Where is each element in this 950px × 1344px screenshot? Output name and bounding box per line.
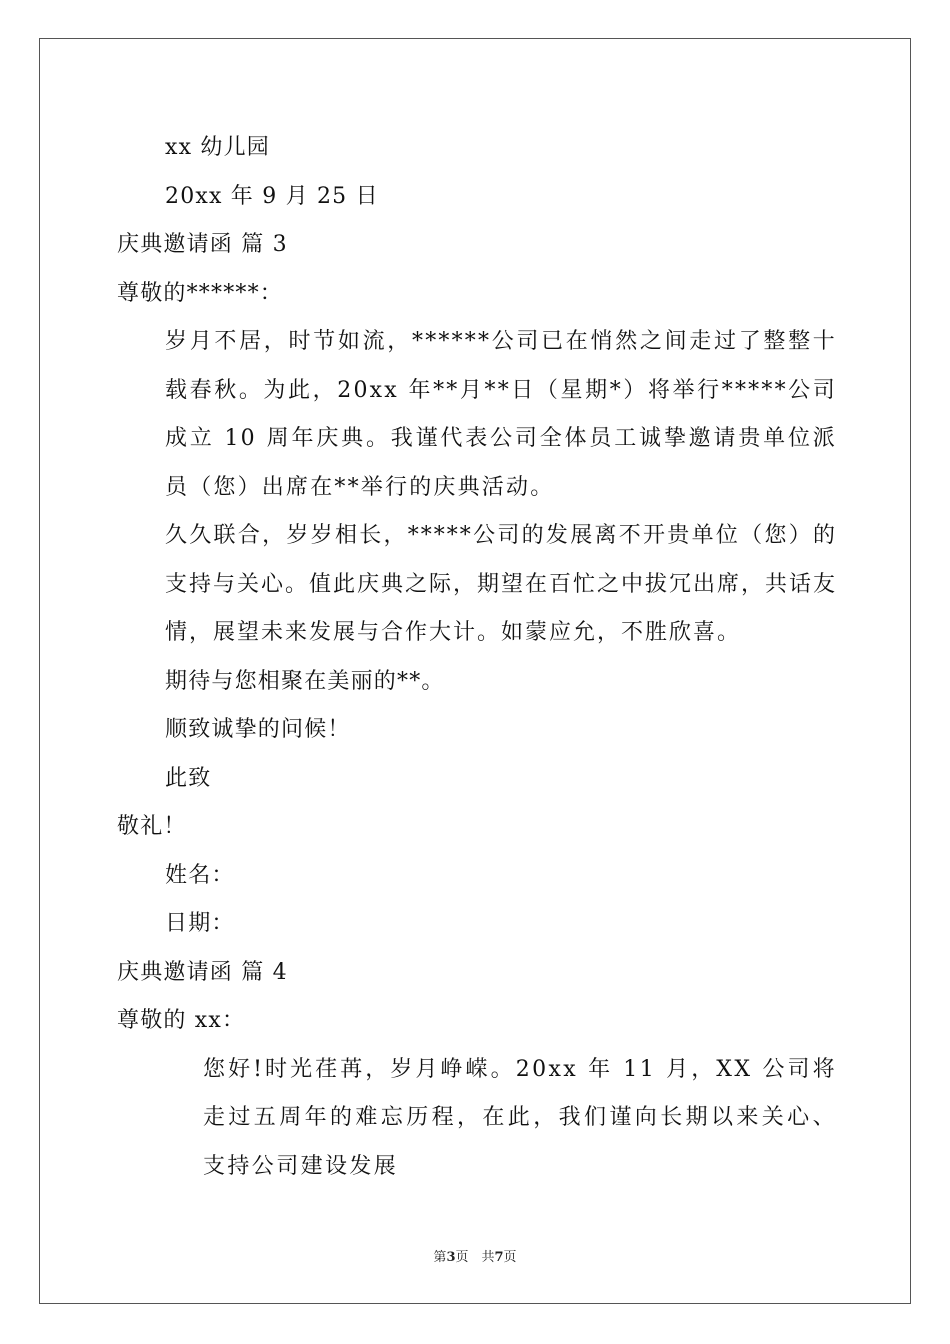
sender-name: xx 幼儿园 bbox=[165, 135, 271, 160]
closing-jingli: 敬礼！ bbox=[117, 814, 187, 839]
section-heading-3: 庆典邀请函 篇 3 bbox=[117, 232, 288, 257]
footer-total-pages: 7 bbox=[494, 1250, 504, 1265]
closing-cizhi: 此致 bbox=[165, 765, 212, 791]
sender-date: 20xx 年 9 月 25 日 bbox=[165, 183, 379, 209]
section-heading-4: 庆典邀请函 篇 4 bbox=[117, 959, 288, 985]
salutation-3: 尊敬的******： bbox=[117, 280, 284, 306]
regards-line: 顺致诚挚的问候！ bbox=[165, 717, 351, 742]
paragraph-4-1: 您好!时光荏苒，岁月峥嵘。20xx 年 11 月，XX 公司将走过五周年的难忘历程，在此，我们谨向长期以来关心、支持公司建设发展 bbox=[203, 1056, 837, 1179]
signature-name: 姓名： bbox=[165, 862, 235, 888]
footer-page-prefix: 第 bbox=[433, 1250, 447, 1265]
signature-date: 日期： bbox=[165, 911, 235, 936]
paragraph-3-2: 久久联合，岁岁相长，*****公司的发展离不开贵单位（您）的支持与关心。值此庆典之际，期望在百忙之中拔冗出席，共话友情，展望未来发展与合作大计。如蒙应允，不胜欣喜。 bbox=[165, 523, 838, 645]
page-footer bbox=[0, 1246, 950, 1265]
footer-page-suffix: 页 bbox=[503, 1250, 517, 1265]
footer-current-page: 3 bbox=[446, 1250, 456, 1265]
paragraph-3-1: 岁月不居，时节如流，******公司已在悄然之间走过了整整十载春秋。为此，20xx 年**月**日（星期*）将举行*****公司成立 10 周年庆典。我谨代表公司全体员工诚挚邀请贵单位派员（您）出席在**举行的庆典活动。 bbox=[165, 329, 837, 500]
footer-page-mid: 页 共 bbox=[455, 1250, 495, 1265]
expectation-line: 期待与您相聚在美丽的**。 bbox=[165, 668, 445, 694]
salutation-4: 尊敬的 xx： bbox=[117, 1008, 246, 1033]
document-body bbox=[117, 124, 837, 1191]
